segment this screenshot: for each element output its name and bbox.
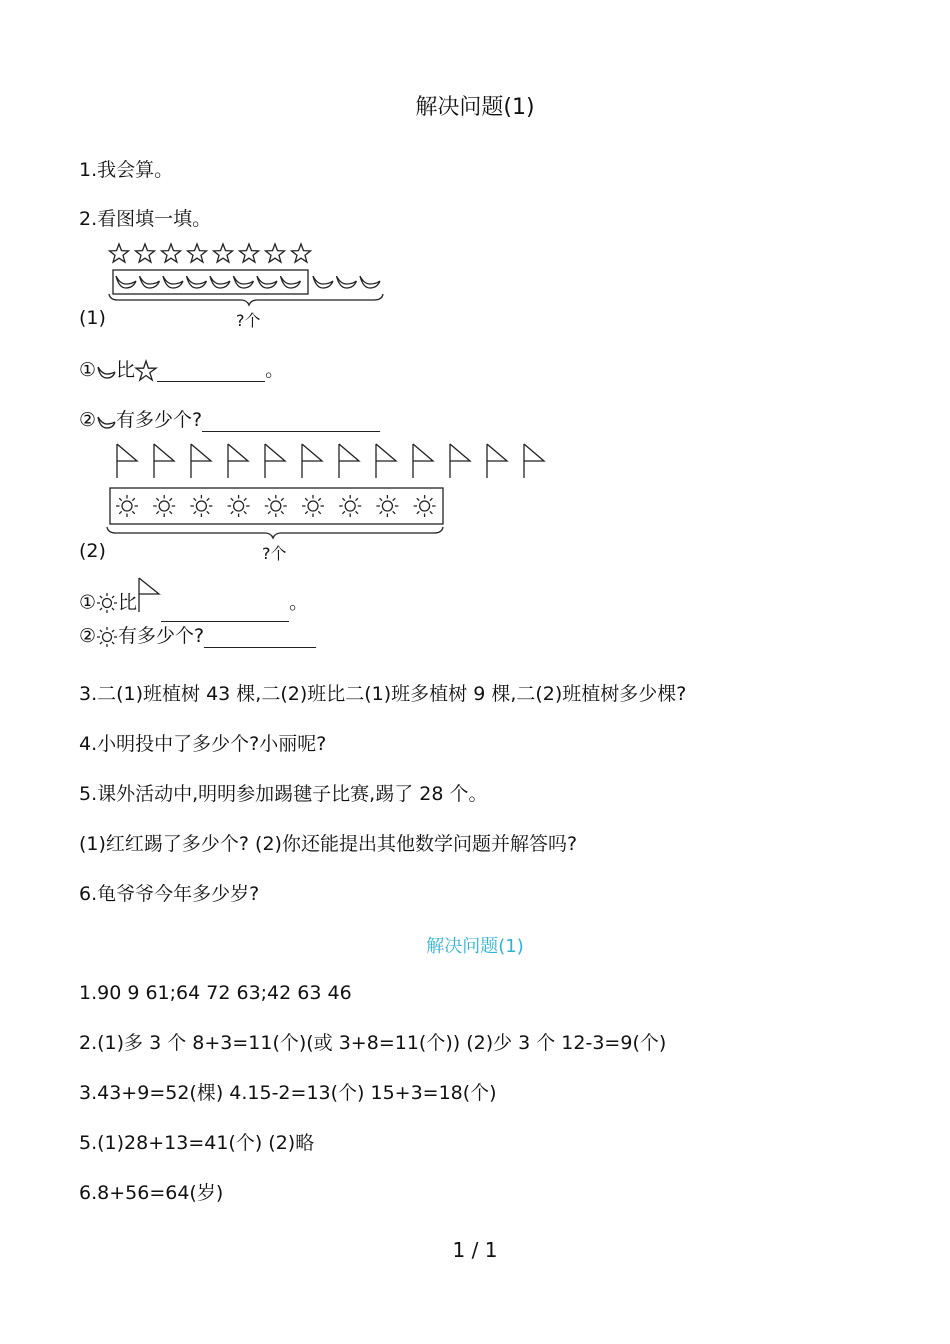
brace-1-label: ?个 <box>236 311 261 330</box>
compare-word: 比 <box>118 591 138 614</box>
page-number: 1 / 1 <box>452 1238 498 1262</box>
answer-5: 5.(1)28+13=41(个) (2)略 <box>79 1132 315 1154</box>
sun-icon <box>96 592 118 614</box>
sun-icon <box>153 495 175 517</box>
sun-icon <box>265 495 287 517</box>
question-6: 6.龟爷爷今年多少岁? <box>79 883 260 905</box>
question-2: 2.看图填一填。 <box>79 208 212 230</box>
flag-icon <box>137 576 161 614</box>
sun-icon <box>414 495 436 517</box>
circle-number-1: ① <box>79 359 97 381</box>
sun-icon <box>96 626 118 648</box>
circle-number-1: ① <box>79 591 97 614</box>
flag-icon <box>339 444 359 478</box>
answer-blank-2b[interactable] <box>204 627 316 648</box>
flag-icon <box>487 444 507 478</box>
compare-word: 比 <box>116 359 136 381</box>
sun-icon <box>376 495 398 517</box>
answer-2: 2.(1)多 3 个 8+3=11(个)(或 3+8=11(个)) (2)少 3 个 12-3=9(个) <box>79 1032 667 1054</box>
question-5: 5.课外活动中,明明参加踢毽子比赛,踢了 28 个。 <box>79 783 488 805</box>
flag-icon <box>450 444 470 478</box>
flags-row <box>117 444 544 478</box>
part-1-question-b: ② 有多少个? <box>79 408 380 432</box>
answer-1: 1.90 9 61;64 72 63;42 63 46 <box>79 982 352 1004</box>
sun-icon <box>339 495 361 517</box>
figure-flags-suns <box>0 0 950 560</box>
sun-icon <box>228 495 250 517</box>
answer-3-4: 3.43+9=52(棵) 4.15-2=13(个) 15+3=18(个) <box>79 1082 497 1104</box>
answer-6: 6.8+56=64(岁) <box>79 1182 224 1204</box>
flag-icon <box>117 444 137 478</box>
answers-title: 解决问题(1) <box>426 936 524 957</box>
part-2-question-b: ② 有多少个? <box>79 624 316 648</box>
sun-icon <box>190 495 212 517</box>
flag-icon <box>524 444 544 478</box>
brace-2-label: ?个 <box>262 544 287 563</box>
suns-row <box>116 495 436 517</box>
sun-icon <box>302 495 324 517</box>
flag-icon <box>154 444 174 478</box>
question-5-subparts: (1)红红踢了多少个? (2)你还能提出其他数学问题并解答吗? <box>79 833 578 855</box>
flag-icon <box>265 444 285 478</box>
answer-blank-2a[interactable] <box>161 601 289 622</box>
flag-icon <box>413 444 433 478</box>
part-2-label: (2) <box>79 540 106 562</box>
part-2-question-a: ① 比 。 <box>79 584 308 622</box>
flag-icon <box>228 444 248 478</box>
question-4: 4.小明投中了多少个?小丽呢? <box>79 733 327 755</box>
flag-icon <box>191 444 211 478</box>
brace-2 <box>107 527 443 538</box>
flag-icon <box>376 444 396 478</box>
flag-icon <box>302 444 322 478</box>
part-1-question-a: ① 比 。 <box>79 359 285 381</box>
circle-number-2: ② <box>79 625 97 647</box>
circle-number-2: ② <box>79 409 97 431</box>
part-1-label: (1) <box>79 307 106 329</box>
question-3: 3.二(1)班植树 43 棵,二(2)班比二(1)班多植树 9 棵,二(2)班植树多少棵? <box>79 683 687 705</box>
question-1: 1.我会算。 <box>79 159 174 181</box>
page-title: 解决问题(1) <box>415 95 535 120</box>
sun-icon <box>116 495 138 517</box>
